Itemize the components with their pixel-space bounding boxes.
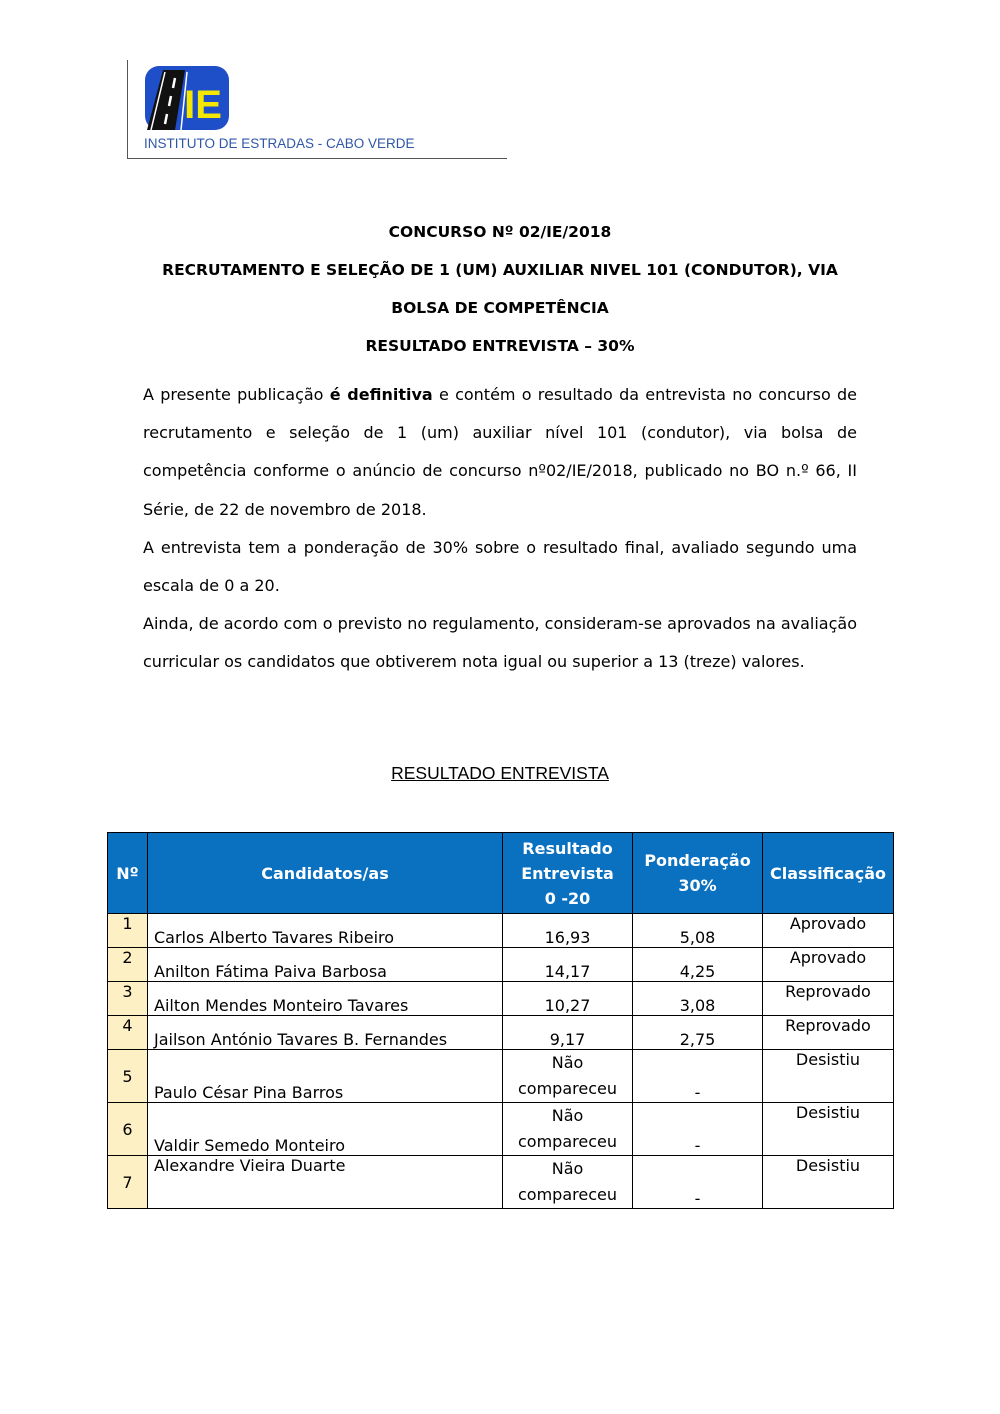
letterhead-horizontal-rule (127, 158, 507, 159)
interview-result: 10,27 (503, 982, 633, 1016)
interview-result: Não compareceu (503, 1103, 633, 1156)
ie-logo-icon (145, 66, 229, 130)
section-heading: RESULTADO ENTREVISTA (391, 763, 609, 783)
body-text (143, 376, 857, 682)
interview-result: Não compareceu (503, 1050, 633, 1103)
candidate-name: Valdir Semedo Monteiro (148, 1103, 503, 1156)
classification: Desistiu (763, 1156, 894, 1209)
header-result: Resultado Entrevista 0 -20 (503, 833, 633, 914)
svg-text:IE: IE (184, 83, 222, 127)
table-header-row (108, 833, 894, 914)
classification: Desistiu (763, 1050, 894, 1103)
weighted-score: 4,25 (633, 948, 763, 982)
table-row (108, 948, 894, 982)
classification: Aprovado (763, 914, 894, 948)
definitive-emphasis: é definitiva (329, 385, 433, 404)
table-row (108, 982, 894, 1016)
candidate-name: Carlos Alberto Tavares Ribeiro (148, 914, 503, 948)
header-number: Nº (108, 833, 148, 914)
row-number: 5 (108, 1050, 148, 1103)
candidate-name: Jailson António Tavares B. Fernandes (148, 1016, 503, 1050)
interview-result: 16,93 (503, 914, 633, 948)
row-number: 7 (108, 1156, 148, 1209)
table-row (108, 914, 894, 948)
paragraph-publication: A presente publicação é definitiva e contém o resultado da entrevista no concurso de recrutamento e seleção de 1 (um) auxiliar nível 101 (condutor), via bolsa de competência conforme o anúncio de concurso nº02/IE/2018, publicado no BO n.º 66, II Série, de 22 de novembro de 2018. (143, 385, 858, 519)
paragraph-weighting: A entrevista tem a ponderação de 30% sobre o resultado final, avaliado segundo uma escala de 0 a 20. (143, 537, 857, 596)
weighted-score: 5,08 (633, 914, 763, 948)
interview-result: 14,17 (503, 948, 633, 982)
classification: Desistiu (763, 1103, 894, 1156)
letterhead-vertical-rule (127, 60, 128, 159)
table-row (108, 1016, 894, 1050)
weighted-score: - (633, 1103, 763, 1156)
row-number: 2 (108, 948, 148, 982)
weighted-score: - (633, 1156, 763, 1209)
row-number: 4 (108, 1016, 148, 1050)
organization-name: INSTITUTO DE ESTRADAS - CABO VERDE (144, 136, 415, 151)
recruitment-title: RECRUTAMENTO E SELEÇÃO DE 1 (UM) AUXILIAR NIVEL 101 (CONDUTOR), VIA (162, 261, 838, 279)
contest-title: CONCURSO Nº 02/IE/2018 (388, 223, 612, 241)
candidate-name: Ailton Mendes Monteiro Tavares (148, 982, 503, 1016)
candidate-name: Alexandre Vieira Duarte (148, 1156, 503, 1209)
header-candidates: Candidatos/as (148, 833, 503, 914)
results-table (107, 832, 894, 1209)
weighted-score: 3,08 (633, 982, 763, 1016)
candidate-name: Anilton Fátima Paiva Barbosa (148, 948, 503, 982)
header-weighting: Ponderação 30% (633, 833, 763, 914)
interview-result: 9,17 (503, 1016, 633, 1050)
header-classification: Classificação (763, 833, 894, 914)
letterhead (127, 60, 507, 159)
result-title: RESULTADO ENTREVISTA – 30% (365, 337, 635, 355)
table-row (108, 1103, 894, 1156)
classification: Aprovado (763, 948, 894, 982)
classification: Reprovado (763, 982, 894, 1016)
interview-result: Não compareceu (503, 1156, 633, 1209)
candidate-name: Paulo César Pina Barros (148, 1050, 503, 1103)
classification: Reprovado (763, 1016, 894, 1050)
recruitment-title-continued: BOLSA DE COMPETÊNCIA (391, 299, 609, 317)
row-number: 3 (108, 982, 148, 1016)
table-row (108, 1050, 894, 1103)
row-number: 1 (108, 914, 148, 948)
paragraph-approval-rule: Ainda, de acordo com o previsto no regulamento, consideram-se aprovados na avaliação curricular os candidatos que obtiverem nota igual ou superior a 13 (treze) valores. (143, 614, 857, 672)
weighted-score: - (633, 1050, 763, 1103)
row-number: 6 (108, 1103, 148, 1156)
table-row (108, 1156, 894, 1209)
weighted-score: 2,75 (633, 1016, 763, 1050)
